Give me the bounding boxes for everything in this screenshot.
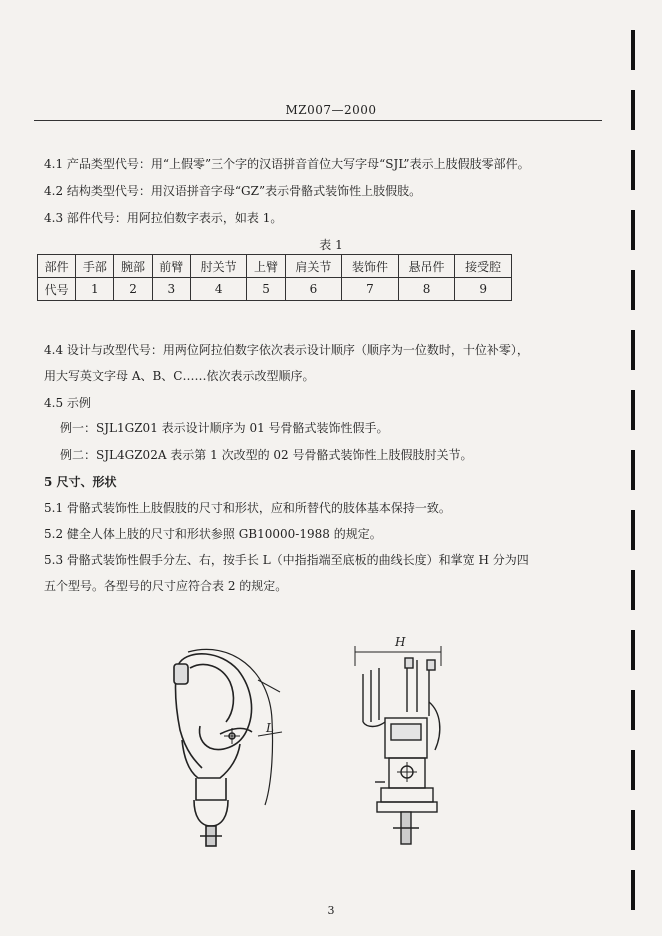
table-cell: 3 — [152, 278, 190, 301]
table-cell: 7 — [342, 278, 399, 301]
table-cell: 装饰件 — [342, 255, 399, 278]
table-1-caption: 表 1 — [319, 238, 343, 252]
table-cell: 手部 — [76, 255, 114, 278]
para-4-1: 4.1 产品类型代号：用“上假零”三个字的汉语拼音首位大写字母“SJL”表示上肢假肢零部件。 — [44, 157, 530, 171]
table-cell: 接受腔 — [455, 255, 512, 278]
table-cell: 1 — [76, 278, 114, 301]
hand-front-view-figure — [345, 632, 460, 852]
hand-side-view-figure — [160, 640, 300, 850]
para-4-3: 4.3 部件代号：用阿拉伯数字表示，如表 1。 — [44, 211, 283, 225]
table-cell: 4 — [190, 278, 247, 301]
para-4-4-line2: 用大写英文字母 A、B、C……依次表示改型顺序。 — [44, 369, 315, 383]
header-rule — [34, 120, 602, 121]
table-cell: 上臂 — [247, 255, 285, 278]
table-cell: 悬吊件 — [398, 255, 455, 278]
dimension-label-h: H — [395, 635, 406, 649]
table-cell: 腕部 — [114, 255, 152, 278]
binding-edge — [631, 30, 635, 920]
table-cell: 肩关节 — [285, 255, 342, 278]
page-number: 3 — [327, 904, 335, 917]
dimension-label-l: L — [266, 721, 274, 735]
table-row-parts — [38, 255, 512, 278]
table-cell: 5 — [247, 278, 285, 301]
table-cell: 8 — [398, 278, 455, 301]
para-5-2: 5.2 健全人体上肢的尺寸和形状参照 GB10000-1988 的规定。 — [44, 527, 382, 541]
para-5-3-line1: 5.3 骨骼式装饰性假手分左、右，按手长 L（中指指端至底板的曲线长度）和掌宽 H 分为四 — [44, 553, 529, 567]
table-row-codes — [38, 278, 512, 301]
parts-code-table — [37, 254, 512, 301]
para-5-3-line2: 五个型号。各型号的尺寸应符合表 2 的规定。 — [44, 579, 288, 593]
table-cell: 6 — [285, 278, 342, 301]
section-5-title: 5 尺寸、形状 — [44, 475, 117, 489]
table-cell: 9 — [455, 278, 512, 301]
para-4-2: 4.2 结构类型代号：用汉语拼音字母“GZ”表示骨骼式装饰性上肢假肢。 — [44, 184, 422, 198]
para-5-1: 5.1 骨骼式装饰性上肢假肢的尺寸和形状，应和所替代的肢体基本保持一致。 — [44, 501, 451, 515]
table-cell: 前臂 — [152, 255, 190, 278]
para-4-5: 4.5 示例 — [44, 396, 91, 410]
table-cell: 2 — [114, 278, 152, 301]
example-1: 例一：SJL1GZ01 表示设计顺序为 01 号骨骼式装饰性假手。 — [60, 421, 389, 435]
para-4-4-line1: 4.4 设计与改型代号：用两位阿拉伯数字依次表示设计顺序（顺序为一位数时，十位补零）， — [44, 343, 529, 357]
table-cell: 肘关节 — [190, 255, 247, 278]
table-header-cell: 部件 — [38, 255, 76, 278]
standard-code-header: MZ007—2000 — [285, 103, 377, 117]
table-header-cell: 代号 — [38, 278, 76, 301]
example-2: 例二：SJL4GZ02A 表示第 1 次改型的 02 号骨骼式装饰性上肢假肢肘关节。 — [60, 448, 473, 462]
